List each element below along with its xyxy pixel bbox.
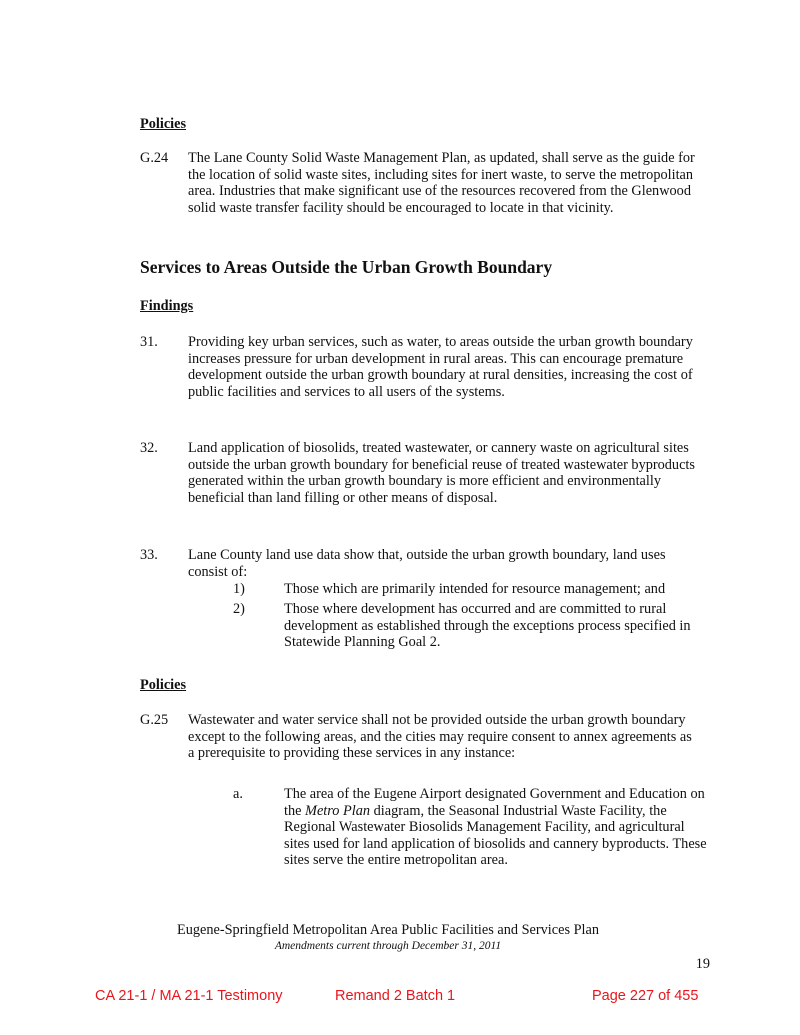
- findings-heading: Findings: [140, 298, 194, 314]
- sub-item-text-a-part2: diagram, the Seasonal Industrial Waste Facility, the Regional Wastewater Biosolids Management Facility, and agricultural sites used for land application of biosolids and cannery byproducts. These sites serve the entire metropolitan area.: [284, 802, 707, 868]
- section-title: Services to Areas Outside the Urban Growth Boundary: [140, 257, 553, 277]
- finding-number-33: 33.: [140, 547, 158, 563]
- metro-plan-italic: Metro Plan: [305, 802, 371, 819]
- stamp-page-count: Page 227 of 455: [592, 988, 699, 1004]
- list-item-text-2: Those where development has occurred and are committed to rural development as established through the exceptions process specified in Statewide Planning Goal 2.: [284, 601, 691, 650]
- page-number: 19: [695, 956, 710, 972]
- list-item-text-1: Those which are primarily intended for resource management; and: [284, 581, 666, 597]
- policies-heading: Policies: [140, 116, 187, 132]
- policies-heading-2: Policies: [140, 677, 187, 693]
- sub-item-text-a: [284, 786, 712, 869]
- finding-number-32: 32.: [140, 440, 158, 456]
- stamp-testimony: CA 21-1 / MA 21-1 Testimony: [95, 988, 283, 1004]
- sub-item-text-a-part1: The area of the Eugene Airport designated Government and Education on the: [284, 786, 705, 819]
- stamp-batch: Remand 2 Batch 1: [335, 988, 456, 1004]
- policy-number-g24: G.24: [140, 150, 169, 166]
- sub-item-letter-a: a.: [233, 786, 243, 802]
- policy-number-g25: G.25: [140, 712, 169, 728]
- footer-subtitle: Amendments current through December 31, 2011: [274, 940, 502, 952]
- policy-text-g24: The Lane County Solid Waste Management Plan, as updated, shall serve as the guide for the location of solid waste sites, including sites for inert waste, to serve the metropolitan area. Industries that make significant use of the resources recovered from the Glenwood solid waste transfer facility should be encouraged to locate in that vicinity.: [188, 150, 695, 216]
- list-item-number-1: 1): [233, 581, 245, 597]
- footer-title: Eugene-Springfield Metropolitan Area Public Facilities and Services Plan: [176, 922, 600, 938]
- finding-text-31: Providing key urban services, such as water, to areas outside the urban growth boundary increases pressure for urban development in rural areas. This can encourage premature development outside the urban growth boundary at rural densities, increasing the cost of public facilities and services to all users of the systems.: [188, 334, 693, 400]
- finding-number-31: 31.: [140, 334, 158, 350]
- policy-text-g25: Wastewater and water service shall not be provided outside the urban growth boundary except to the following areas, and the cities may require consent to annex agreements as a prerequisite to providing these services in any instance:: [188, 712, 692, 761]
- finding-text-32: Land application of biosolids, treated wastewater, or cannery waste on agricultural sites outside the urban growth boundary for beneficial reuse of treated wastewater byproducts generated within the urban growth boundary is more efficient and environmentally beneficial than land filling or other means of disposal.: [188, 440, 695, 506]
- finding-text-33: Lane County land use data show that, outside the urban growth boundary, land uses consist of:: [188, 547, 666, 580]
- list-item-number-2: 2): [233, 601, 245, 617]
